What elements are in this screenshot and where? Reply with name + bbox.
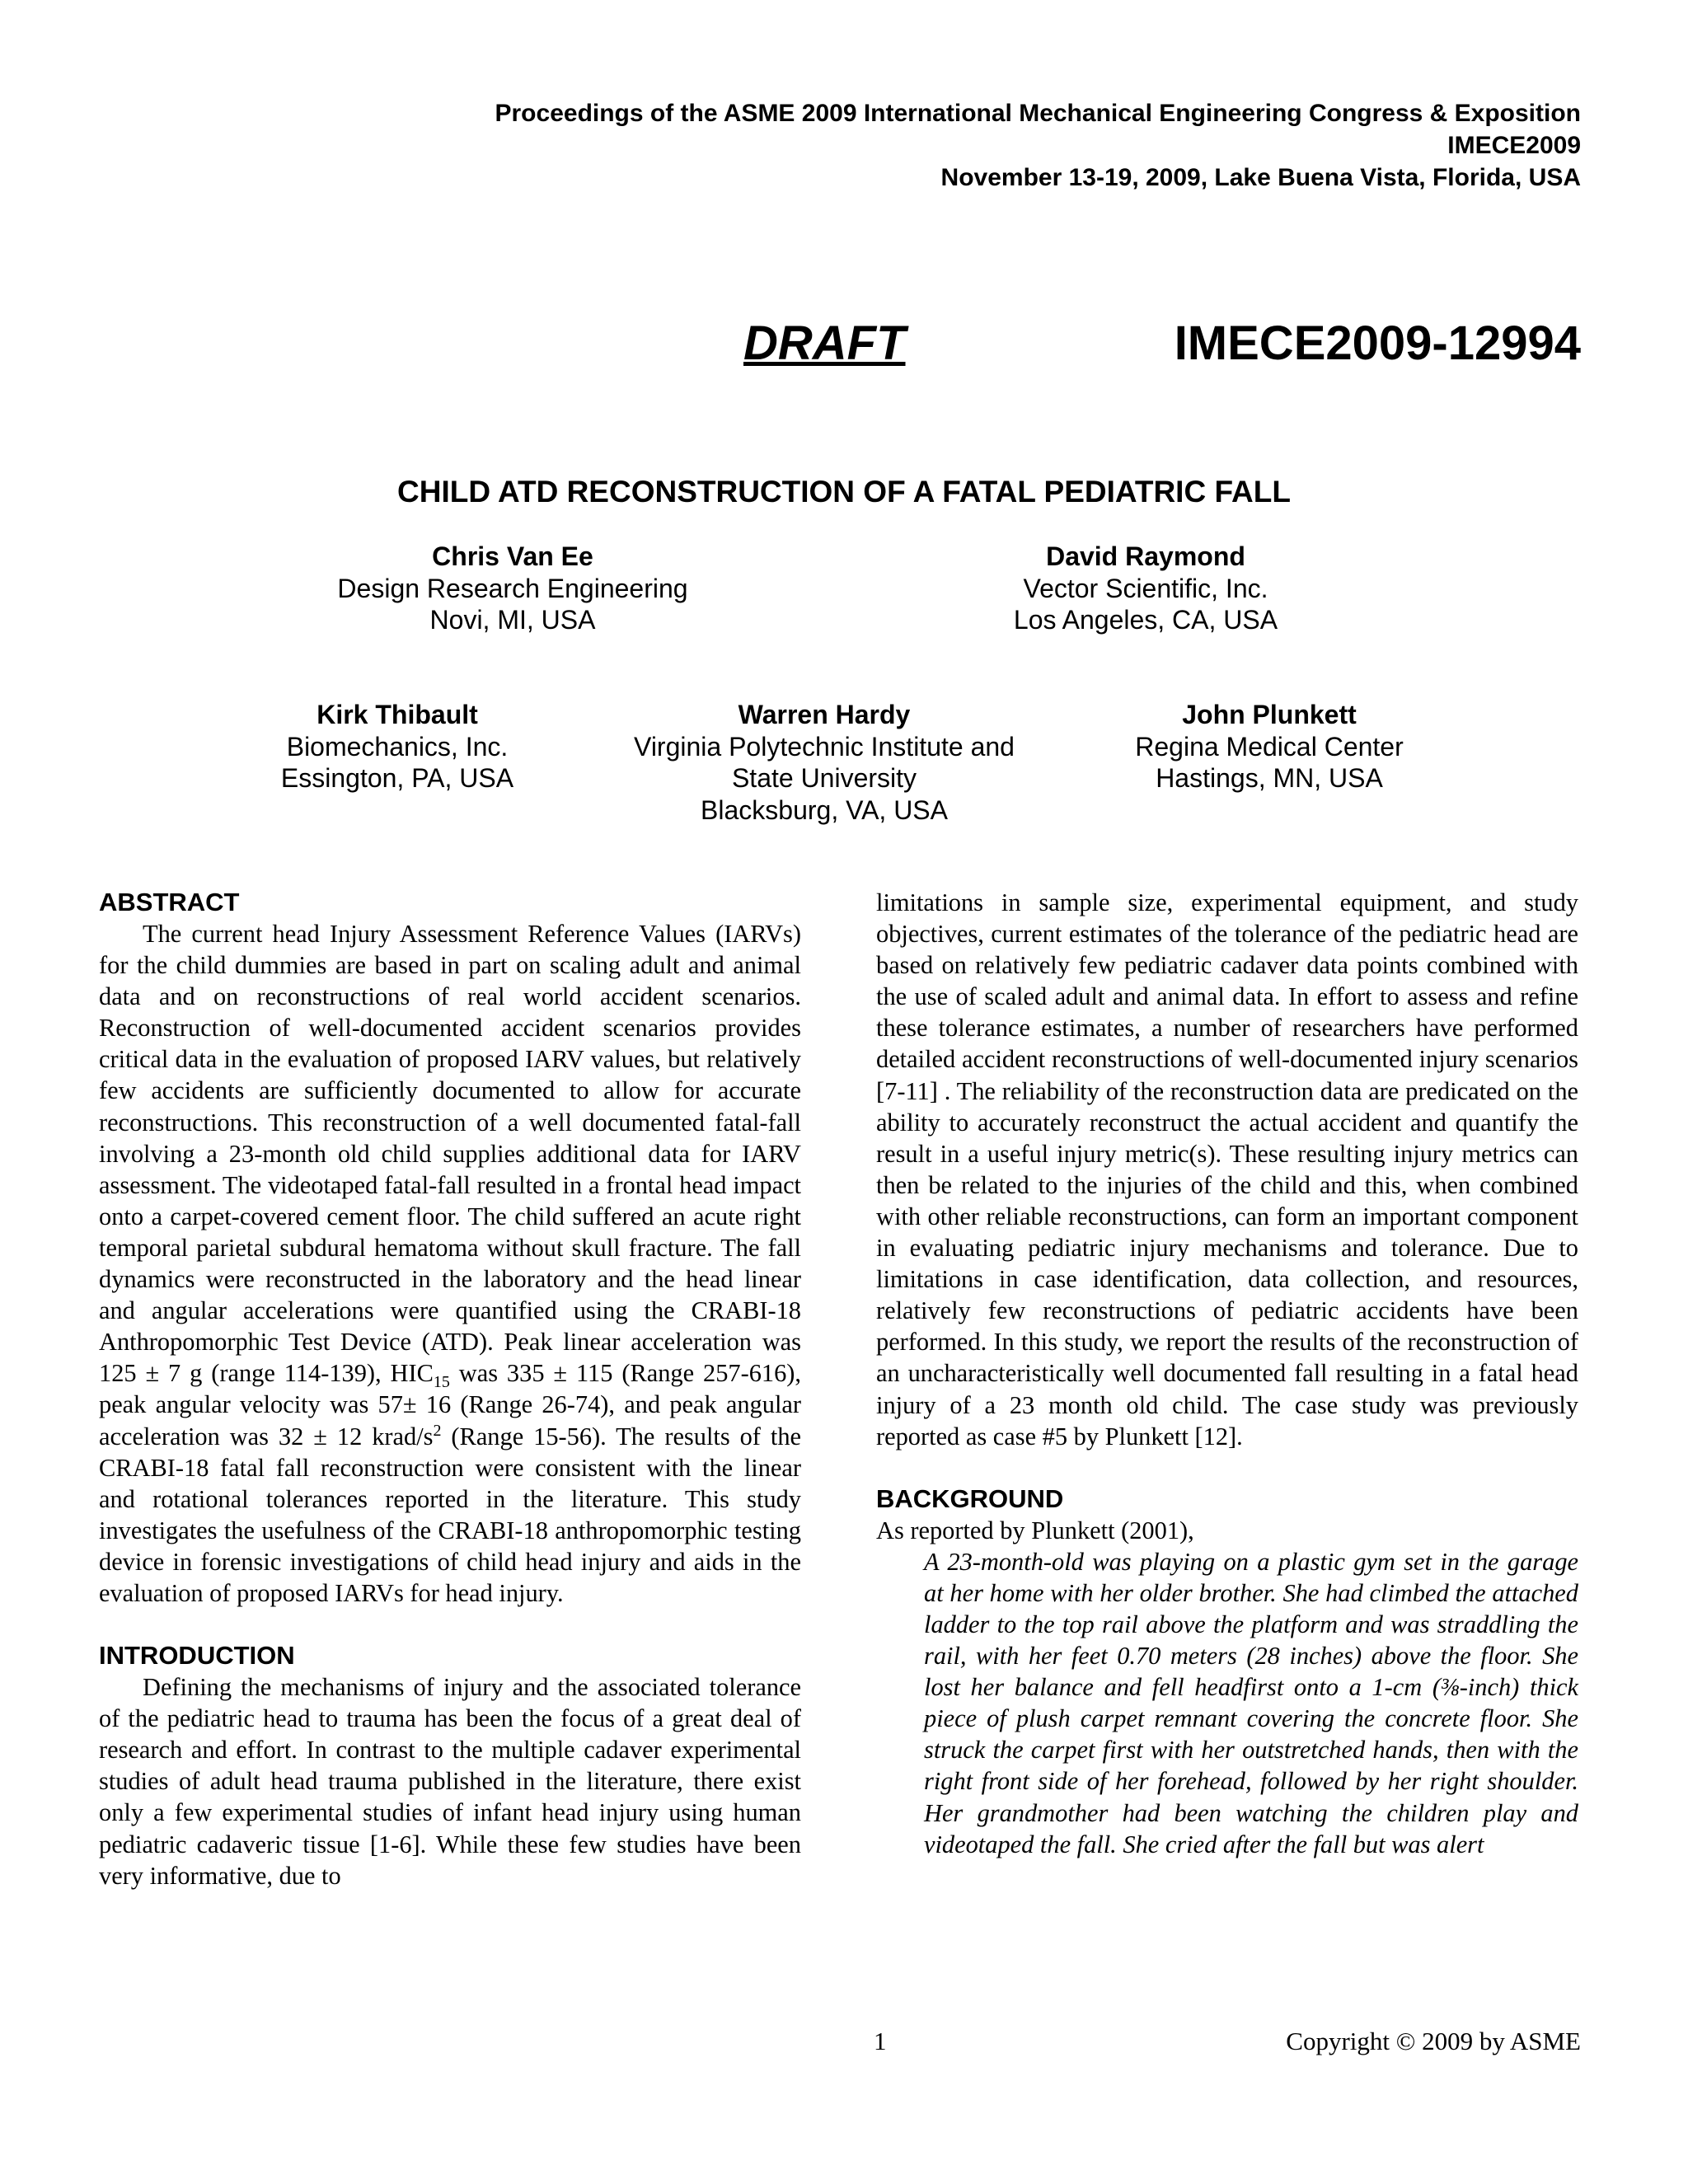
author-affiliation: Design Research Engineering	[337, 573, 688, 603]
right-column	[876, 887, 1578, 1860]
copyright-notice: Copyright © 2009 by ASME	[1286, 2027, 1581, 2055]
author-block	[610, 699, 1039, 826]
author-location: Blacksburg, VA, USA	[701, 794, 948, 825]
author-location: Hastings, MN, USA	[1156, 763, 1383, 793]
author-block	[1088, 699, 1451, 794]
abstract-text-part: The current head Injury Assessment Reference Values (IARVs) for the child dummies are based in part on scaling adult and animal data and on reconstructions of real world accident scenarios. Reconstruction of well-documented accident scenarios provides critical data in the evaluation of proposed IARV values, but relatively few accidents are sufficiently documented to allow for accurate reconstructions. This reconstruction of a well documented fatal-fall involving a 23-month old child supplies additional data for IARV assessment. The videotaped fatal-fall resulted in a frontal head impact onto a carpet-covered cement floor. The child suffered an acute right temporal parietal subdural hematoma without skull fracture. The fall dynamics were reconstructed in the laboratory and the head linear and angular accelerations were quantified using the CRABI-18 Anthropomorphic Test Device (ATD). Peak linear acceleration was 125 ± 7 g (range 114-139), HIC	[99, 920, 801, 1388]
abstract-text-part: (Range 15-56). The results of the CRABI-18 fatal fall reconstruction were consistent with the linear and rotational tolerances reported in the literature. This study investigates the usefulness of the CRABI-18 anthropomorphic testing device in forensic investigations of child head injury and aids in the evaluation of proposed IARVs for head injury.	[99, 1422, 801, 1607]
left-column	[99, 887, 801, 1891]
abstract-heading: ABSTRACT	[99, 888, 240, 916]
author-location: Novi, MI, USA	[429, 605, 596, 635]
section-spacer	[99, 1609, 801, 1640]
author-name: Chris Van Ee	[432, 541, 593, 571]
author-name: Kirk Thibault	[316, 700, 478, 729]
conference-code: IMECE2009	[1447, 132, 1581, 159]
background-quote: A 23-month-old was playing on a plastic gym set in the garage at her home with her older brother. She had climbed the attached ladder to the top rail above the platform and was straddling the rail, with her feet 0.70 meters (28 inches) above the floor. She lost her balance and fell headfirst onto a 1-cm (⅜-inch) thick piece of plush carpet remnant covering the concrete floor. She struck the carpet first with her outstretched hands, then with the right front side of her forehead, followed by her right shoulder. Her grandmother had been watching the children play and videotaped the fall. She cried after the fall but was alert	[924, 1547, 1578, 1858]
draft-label: DRAFT	[743, 316, 906, 370]
background-lead: As reported by Plunkett (2001),	[876, 1516, 1194, 1544]
introduction-heading: INTRODUCTION	[99, 1641, 295, 1671]
units-superscript: 2	[433, 1421, 442, 1440]
paper-title: CHILD ATD RECONSTRUCTION OF A FATAL PEDIATRIC FALL	[397, 475, 1291, 509]
author-affiliation: Vector Scientific, Inc.	[1023, 573, 1268, 603]
conference-date-location: November 13-19, 2009, Lake Buena Vista, Florida, USA	[940, 164, 1581, 191]
author-affiliation: State University	[731, 763, 917, 793]
author-affiliation: Regina Medical Center	[1135, 731, 1404, 762]
author-location: Essington, PA, USA	[280, 763, 514, 793]
abstract-text	[99, 918, 801, 1609]
author-block	[307, 541, 719, 636]
author-location: Los Angeles, CA, USA	[1013, 605, 1278, 635]
hic-subscript: 15	[433, 1373, 450, 1392]
introduction-text: Defining the mechanisms of injury and the associated tolerance of the pediatric head to trauma has been the focus of a great deal of research and effort. In contrast to the multiple cadaver experimental studies of adult head trauma published in the literature, there exist only a few experimental studies of infant head injury using human pediatric cadaveric tissue [1-6]. While these few studies have been very informative, due to	[99, 1673, 801, 1890]
proceedings-title: Proceedings of the ASME 2009 International Mechanical Engineering Congress & Exposition	[495, 100, 1581, 127]
abstract-text-part: was 335 ± 115 (Range 257-616), peak angular velocity was 57± 16 (Range 26-74), and peak angular acceleration was 32 ± 12 krad/s	[99, 1359, 802, 1451]
proceedings-header	[180, 97, 1581, 194]
author-block	[232, 699, 562, 794]
background-heading: BACKGROUND	[876, 1483, 1064, 1513]
author-block	[940, 541, 1352, 636]
section-spacer	[876, 1452, 1578, 1483]
author-affiliation: Biomechanics, Inc.	[286, 731, 509, 762]
author-name: John Plunkett	[1182, 700, 1357, 729]
page-number: 1	[874, 2027, 887, 2055]
author-affiliation: Virginia Polytechnic Institute and	[634, 731, 1015, 762]
author-name: Warren Hardy	[738, 700, 911, 729]
introduction-text-continued: limitations in sample size, experimental equipment, and study objectives, current estimates of the tolerance of the pediatric head are based on relatively few pediatric cadaver data points combined with the use of scaled adult and animal data. In effort to assess and refine these tolerance estimates, a number of researchers have performed detailed accident reconstructions of well-documented injury scenarios [7-11] . The reliability of the reconstruction data are predicated on the ability to accurately reconstruct the actual accident and quantify the result in a useful injury metric(s). These resulting injury metrics can then be related to the injuries of the child and this, when combined with other reliable reconstructions, can form an important component in evaluating pediatric injury mechanisms and tolerance. Due to limitations in case identification, data collection, and resources, relatively few reconstructions of pediatric accidents have been performed. In this study, we report the results of the reconstruction of an uncharacteristically well documented fall resulting in a fatal head injury of a 23 month old child. The case study was previously reported as case #5 by Plunkett [12].	[876, 888, 1578, 1451]
paper-number: IMECE2009-12994	[1174, 316, 1581, 370]
author-name: David Raymond	[1046, 541, 1245, 571]
